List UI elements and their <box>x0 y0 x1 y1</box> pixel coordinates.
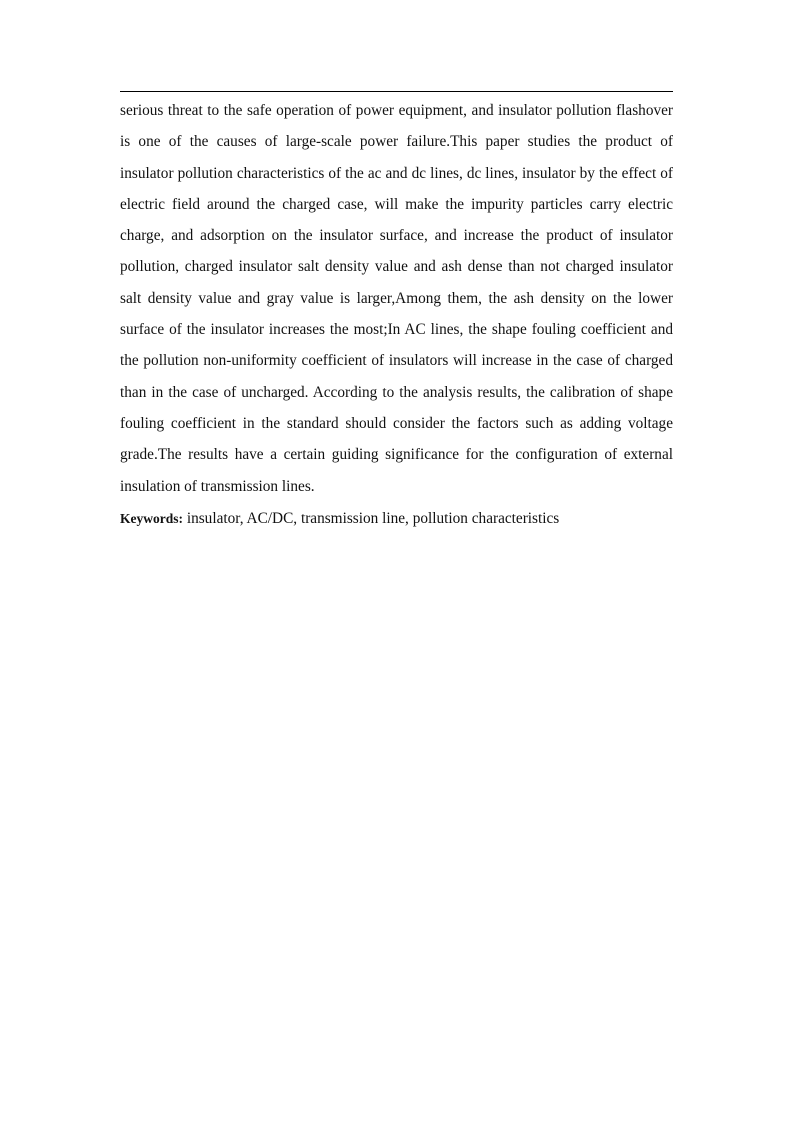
abstract-body: serious threat to the safe operation of power equipment, and insulator pollution flashover is one of the causes of large-scale power failure.This paper studies the product of insulator pollution characteristics of the ac and dc lines, dc lines, insulator by the effect of electric field around the charged case, will make the impurity particles carry electric charge, and adsorption on the insulator surface, and increase the product of insulator pollution, charged insulator salt density value and ash dense than not charged insulator salt density value and gray value is larger,Among them, the ash density on the lower surface of the insulator increases the most;In AC lines, the shape fouling coefficient and the pollution non-uniformity coefficient of insulators will increase in the case of charged than in the case of uncharged. According to the analysis results, the calibration of shape fouling coefficient in the standard should consider the factors such as adding voltage grade.The results have a certain guiding significance for the configuration of external insulation of transmission lines. <box>120 102 673 495</box>
header-rule <box>120 91 673 92</box>
keywords-label: Keywords: <box>120 511 183 526</box>
keywords-value: insulator, AC/DC, transmission line, pollution characteristics <box>186 510 560 527</box>
keywords-line <box>120 506 673 532</box>
